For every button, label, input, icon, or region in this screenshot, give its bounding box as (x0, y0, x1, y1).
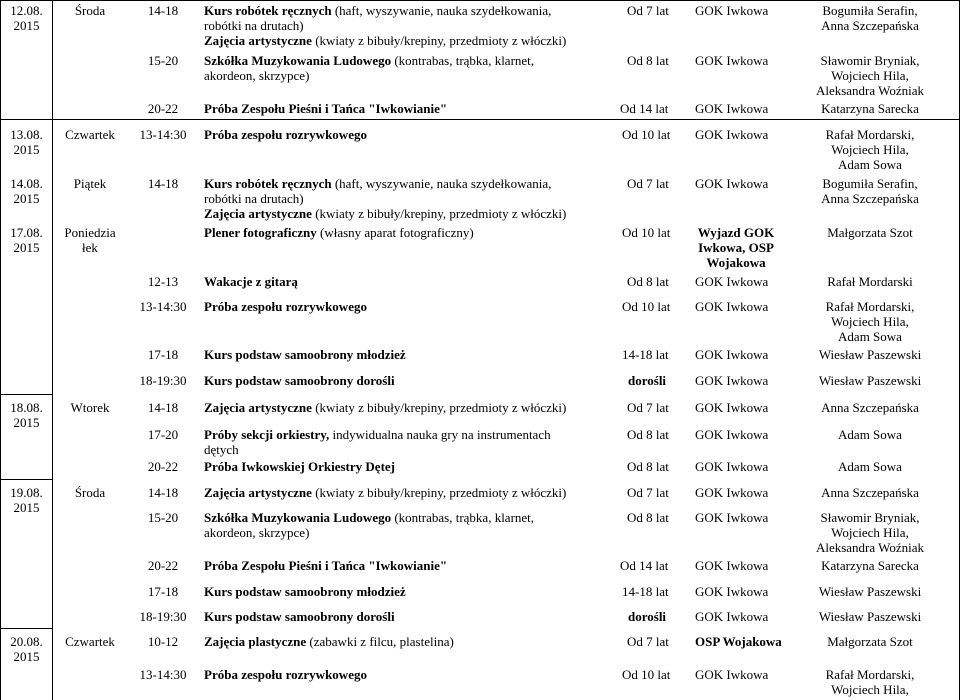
day-cell: Czwartek (65, 634, 115, 649)
leader-cell: Anna Szczepańska (821, 400, 919, 415)
leader-cell: Katarzyna Sarecka (821, 101, 919, 116)
hours-cell: 14-18 (147, 400, 179, 415)
age-cell: Od 8 lat (627, 427, 669, 442)
activity-cell: Kurs podstaw samoobrony dorośli (204, 373, 395, 388)
activity-cell: Próba zespołu rozrywkowego (204, 127, 367, 142)
table-border (0, 628, 52, 629)
leader-cell: Małgorzata Szot (827, 225, 913, 240)
day-cell: Piątek (73, 176, 107, 191)
date-cell: 13.08. 2015 (10, 127, 43, 157)
hours-cell: 10-12 (147, 634, 179, 649)
age-cell: dorośli (628, 373, 667, 388)
age-cell: Od 8 lat (627, 274, 669, 289)
hours-cell: 15-20 (147, 53, 179, 68)
age-cell: Od 7 lat (627, 3, 669, 18)
leader-cell: Rafał Mordarski (827, 274, 913, 289)
leader-cell: Małgorzata Szot (827, 634, 913, 649)
age-cell: 14-18 lat (622, 584, 669, 599)
leader-cell: Rafał Mordarski, Wojciech Hila, Adam Sowa (825, 127, 915, 172)
activity-cell: Kurs podstaw samoobrony dorośli (204, 609, 395, 624)
date-cell: 17.08. 2015 (10, 225, 43, 255)
date-cell: 18.08. 2015 (10, 400, 43, 430)
place-cell: GOK Iwkowa (695, 101, 769, 116)
leader-cell: Wiesław Paszewski (818, 373, 922, 388)
date-cell: 19.08. 2015 (10, 485, 43, 515)
leader-cell: Bogumiła Serafin, Anna Szczepańska (821, 3, 919, 33)
table-border (0, 0, 1, 700)
activity-cell: Zajęcia artystyczne (kwiaty z bibuły/krepiny, przedmioty z włóczki) (204, 485, 567, 500)
date-cell: 12.08. 2015 (10, 3, 43, 33)
place-cell: GOK Iwkowa (695, 584, 769, 599)
age-cell: Od 8 lat (627, 510, 669, 525)
activity-cell: Szkółka Muzykowania Ludowego (kontrabas, trąbka, klarnet, akordeon, skrzypce) (204, 53, 535, 83)
place-cell: GOK Iwkowa (695, 373, 769, 388)
activity-cell: Kurs podstaw samoobrony młodzież (204, 584, 406, 599)
day-cell: Środa (74, 3, 106, 18)
hours-cell: 17-20 (147, 427, 179, 442)
age-cell: Od 7 lat (627, 176, 669, 191)
place-cell: GOK Iwkowa (695, 274, 769, 289)
place-cell: GOK Iwkowa (695, 347, 769, 362)
hours-cell: 20-22 (147, 101, 179, 116)
place-cell: GOK Iwkowa (695, 459, 769, 474)
place-cell: GOK Iwkowa (695, 609, 769, 624)
leader-cell: Katarzyna Sarecka (821, 558, 919, 573)
activity-cell: Szkółka Muzykowania Ludowego (kontrabas, trąbka, klarnet, akordeon, skrzypce) (204, 510, 535, 540)
table-border (52, 0, 53, 700)
leader-cell: Sławomir Bryniak, Wojciech Hila, Aleksandra Woźniak (815, 510, 925, 555)
age-cell: Od 8 lat (627, 459, 669, 474)
leader-cell: Rafał Mordarski, Wojciech Hila, (825, 667, 915, 697)
age-cell: Od 10 lat (622, 299, 671, 314)
age-cell: Od 7 lat (627, 400, 669, 415)
activity-cell: Próba zespołu rozrywkowego (204, 667, 367, 682)
leader-cell: Wiesław Paszewski (818, 347, 922, 362)
hours-cell: 17-18 (147, 584, 179, 599)
table-border (0, 394, 52, 395)
hours-cell: 14-18 (147, 485, 179, 500)
place-cell: Wyjazd GOK Iwkowa, OSP Wojakowa (697, 225, 775, 270)
place-cell: GOK Iwkowa (695, 299, 769, 314)
place-cell: GOK Iwkowa (695, 667, 769, 682)
age-cell: Od 10 lat (622, 667, 671, 682)
leader-cell: Rafał Mordarski, Wojciech Hila, Adam Sowa (825, 299, 915, 344)
hours-cell: 14-18 (147, 3, 179, 18)
activity-cell: Próba zespołu rozrywkowego (204, 299, 367, 314)
hours-cell: 18-19:30 (139, 373, 187, 388)
place-cell: OSP Wojakowa (695, 634, 782, 649)
place-cell: GOK Iwkowa (695, 558, 769, 573)
activity-cell: Wakacje z gitarą (204, 274, 298, 289)
activity-cell: Próby sekcji orkiestry, indywidualna nauka gry na instrumentach dętych (204, 427, 551, 457)
activity-cell: Kurs podstaw samoobrony młodzież (204, 347, 406, 362)
date-cell: 20.08. 2015 (10, 634, 43, 664)
table-border (0, 119, 960, 120)
day-cell: Wtorek (70, 400, 110, 415)
activity-cell: Kurs robótek ręcznych (haft, wyszywanie, nauka szydełkowania, robótki na drutach) Zajęcia artystyczne (kwiaty z bibuły/krepiny, przedmioty z włóczki) (204, 176, 567, 221)
activity-cell: Próba Iwkowskiej Orkiestry Dętej (204, 459, 395, 474)
age-cell: Od 14 lat (620, 101, 669, 116)
place-cell: GOK Iwkowa (695, 53, 769, 68)
date-cell: 14.08. 2015 (10, 176, 43, 206)
activity-cell: Plener fotograficzny (własny aparat fotograficzny) (204, 225, 474, 240)
age-cell: dorośli (628, 609, 667, 624)
place-cell: GOK Iwkowa (695, 127, 769, 142)
day-cell: Czwartek (65, 127, 115, 142)
hours-cell: 13-14:30 (139, 667, 187, 682)
hours-cell: 12-13 (147, 274, 179, 289)
table-border (0, 0, 960, 1)
leader-cell: Bogumiła Serafin, Anna Szczepańska (821, 176, 919, 206)
place-cell: GOK Iwkowa (695, 427, 769, 442)
hours-cell: 14-18 (147, 176, 179, 191)
place-cell: GOK Iwkowa (695, 510, 769, 525)
activity-cell: Próba Zespołu Pieśni i Tańca "Iwkowianie" (204, 101, 448, 116)
age-cell: 14-18 lat (622, 347, 669, 362)
table-border (0, 479, 52, 480)
activity-cell: Kurs robótek ręcznych (haft, wyszywanie, nauka szydełkowania, robótki na drutach) Zajęcia artystyczne (kwiaty z bibuły/krepiny, przedmioty z włóczki) (204, 3, 567, 48)
place-cell: GOK Iwkowa (695, 485, 769, 500)
leader-cell: Anna Szczepańska (821, 485, 919, 500)
hours-cell: 18-19:30 (139, 609, 187, 624)
day-cell: Środa (74, 485, 106, 500)
age-cell: Od 10 lat (622, 127, 671, 142)
place-cell: GOK Iwkowa (695, 400, 769, 415)
leader-cell: Wiesław Paszewski (818, 584, 922, 599)
hours-cell: 17-18 (147, 347, 179, 362)
place-cell: GOK Iwkowa (695, 3, 769, 18)
hours-cell: 15-20 (147, 510, 179, 525)
leader-cell: Sławomir Bryniak, Wojciech Hila, Aleksandra Woźniak (815, 53, 925, 98)
hours-cell: 13-14:30 (139, 127, 187, 142)
hours-cell: 20-22 (147, 558, 179, 573)
hours-cell: 13-14:30 (139, 299, 187, 314)
activity-cell: Zajęcia artystyczne (kwiaty z bibuły/krepiny, przedmioty z włóczki) (204, 400, 567, 415)
activity-cell: Zajęcia plastyczne (zabawki z filcu, plastelina) (204, 634, 454, 649)
age-cell: Od 7 lat (627, 485, 669, 500)
hours-cell: 20-22 (147, 459, 179, 474)
place-cell: GOK Iwkowa (695, 176, 769, 191)
activity-cell: Próba Zespołu Pieśni i Tańca "Iwkowianie" (204, 558, 448, 573)
age-cell: Od 7 lat (627, 634, 669, 649)
leader-cell: Adam Sowa (838, 427, 902, 442)
age-cell: Od 10 lat (622, 225, 671, 240)
age-cell: Od 14 lat (620, 558, 669, 573)
age-cell: Od 8 lat (627, 53, 669, 68)
leader-cell: Wiesław Paszewski (818, 609, 922, 624)
day-cell: Poniedzia łek (64, 225, 116, 255)
leader-cell: Adam Sowa (838, 459, 902, 474)
